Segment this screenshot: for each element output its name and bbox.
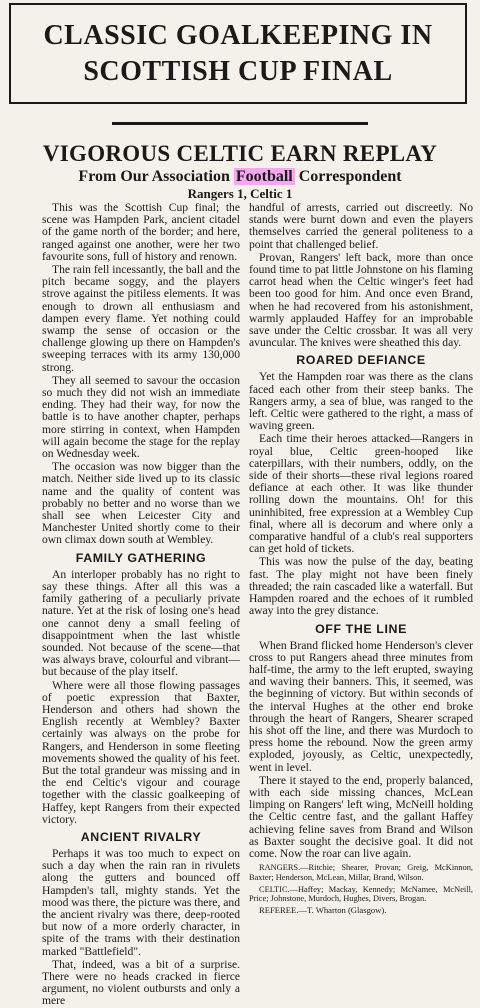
banner-box: [9, 3, 467, 104]
article-paragraph: An interloper probably has no right to say these things. After all this was a family gathering of a peculiarly private nature. Yet at the risk of losing one's head one cannot deny a small feeling of disappointment when the last whistle sounded. Not because of the scene—that was always brave, colourful and vibrant—but because of the play itself.: [42, 567, 240, 679]
article-paragraph: handful of arrests, carried out discreetly. No stands were burnt down and even the players themselves carried the general politeness to a point that challenged belief.: [249, 201, 473, 251]
article-paragraph: Each time their heroes attacked—Rangers in royal blue, Celtic green-hooped like caterpillars, with their numbers, oddly, on the side of their shorts—these rival legions roared defiance at each other. It was like thunder rolling down the mountains. Oh! for this uninhibited, free expression at a Wembley Cup final, where all is decorum and where only a comparative handful of a club's real supporters can get hold of tickets.: [249, 432, 473, 556]
article-paragraph: Yet the Hampden roar was there as the clans faced each other from their steep banks. The Rangers army, a sea of blue, was ranged to the left. Celtic were gathered to the right, a mass of waving green.: [249, 370, 473, 433]
article-paragraph: The rain fell incessantly, the ball and the pitch became soggy, and the players strove against the pitiless elements. It was enough to drown all enthusiasm and dampen every flame. Yet nothing could swamp the sense of occasion or the challenge glowing up there on Hampden's sweeping terraces with its army 130,000 strong.: [42, 263, 240, 374]
article-paragraph: They all seemed to savour the occasion so much they did not wish an immediate ending. They had their way, for now the battle is to have another chapter, perhaps more stirring in context, when Hampden will again become the stage for the replay on Wednesday week.: [42, 373, 240, 461]
banner-line-1: CLASSIC GOALKEEPING IN: [43, 19, 433, 51]
team-lineup: RANGERS.—Ritchie; Shearer, Provan; Greig, McKinnon, Baxter; Henderson, McLean, Millar, Brand, Wilson.: [249, 863, 473, 882]
article-paragraph: The occasion was now bigger than the match. Neither side lived up to its classic name and the quality of content was probably no better and no worse than we shall see when Leicester City and Manchester United shortly come to their own climax down south at Wembley.: [42, 460, 240, 547]
byline-suffix: Correspondent: [298, 168, 402, 185]
section-heading: FAMILY GATHERING: [75, 550, 207, 565]
section-heading: ROARED DEFIANCE: [296, 353, 426, 368]
article-paragraph: That, indeed, was a bit of a surprise. There were no heads cracked in fierce argument, no violent outbursts and only a mere: [42, 957, 240, 1008]
article-column-right: [249, 201, 473, 915]
headline: VIGOROUS CELTIC EARN REPLAY: [42, 141, 438, 166]
article-paragraph: This was now the pulse of the day, beating fast. The play might not have been finely threaded; the rain cascaded like a waterfall. But Hampden roared and the echoes of it rumbled away into the grey distance.: [249, 555, 473, 618]
byline: [0, 167, 480, 187]
top-divider: [112, 122, 368, 125]
score-line: Rangers 1, Celtic 1: [187, 186, 293, 201]
article-paragraph: Where were all those flowing passages of poetic expression that Baxter, Henderson and others had shown the English recently at Wembley? Baxter certainly was always on the probe for Rangers, and Henderson in some fleeting movements showed the quality of his feet. But the total grandeur was missing and in the end Celtic's vigour and courage together with the classic goalkeeping of Haffey, kept Rangers from their expected victory.: [42, 678, 240, 826]
byline-highlight: Football: [235, 168, 293, 185]
article-column-left: [42, 201, 240, 1008]
banner-line-2: SCOTTISH CUP FINAL: [83, 55, 393, 87]
article-paragraph: Perhaps it was too much to expect on such a day when the rain ran in rivulets along the gutters and bounced off Hampden's tall, mighty stands. Yet the mood was there, the picture was there, and the ancient rivalry was there, deep-rooted but now of a more orderly character, in spite of the trams with their destination marked "Battlefield".: [42, 846, 240, 958]
referee-line: REFEREE.—T. Wharton (Glasgow).: [259, 904, 387, 915]
section-heading: ANCIENT RIVALRY: [80, 829, 202, 844]
byline-prefix: From Our Association: [78, 168, 230, 185]
team-lineup: CELTIC.—Haffey; Mackay, Kennedy; McNamee, McNeill, Price; Johnstone, Murdoch, Hughes, Divers, Brogan.: [249, 884, 473, 904]
article-paragraph: Provan, Rangers' left back, more than once found time to pat little Johnstone on his flaming carrot head when the Celtic winger's feet had been too good for him. And once even Brand, when he had recovered from his astonishment, warmly applauded Haffey for an improbable save under the Celtic crossbar. It was all very avuncular. The knives were sheathed this day.: [249, 250, 473, 350]
article-paragraph: When Brand flicked home Henderson's clever cross to put Rangers ahead three minutes from half-time, the army to the left erupted, swaying and waving their banners. This, it seemed, was the beginning of victory. But within seconds of the interval Hughes at the other end broke through the heart of Rangers, Shearer scraped his shot off the line, and there was Murdoch to press home the rebound. Now the green army exploded, joyously, as Celtic, unexpectedly, went in level.: [249, 638, 473, 774]
article-paragraph: There it stayed to the end, properly balanced, with each side missing chances, McLean limping on Rangers' left wing, McNeill holding the Celtic centre fast, and the gallant Haffey achieving feline saves from Brand and Wilson as Baxter sought the decisive goal. It did not come. Now the roar can live again.: [249, 773, 473, 860]
section-heading: OFF THE LINE: [315, 621, 407, 636]
article-paragraph: This was the Scottish Cup final; the scene was Hampden Park, ancient citadel of the game north of the border; and here, ranged against one another, were her two favourite sons, full of history and renown.: [42, 201, 240, 263]
